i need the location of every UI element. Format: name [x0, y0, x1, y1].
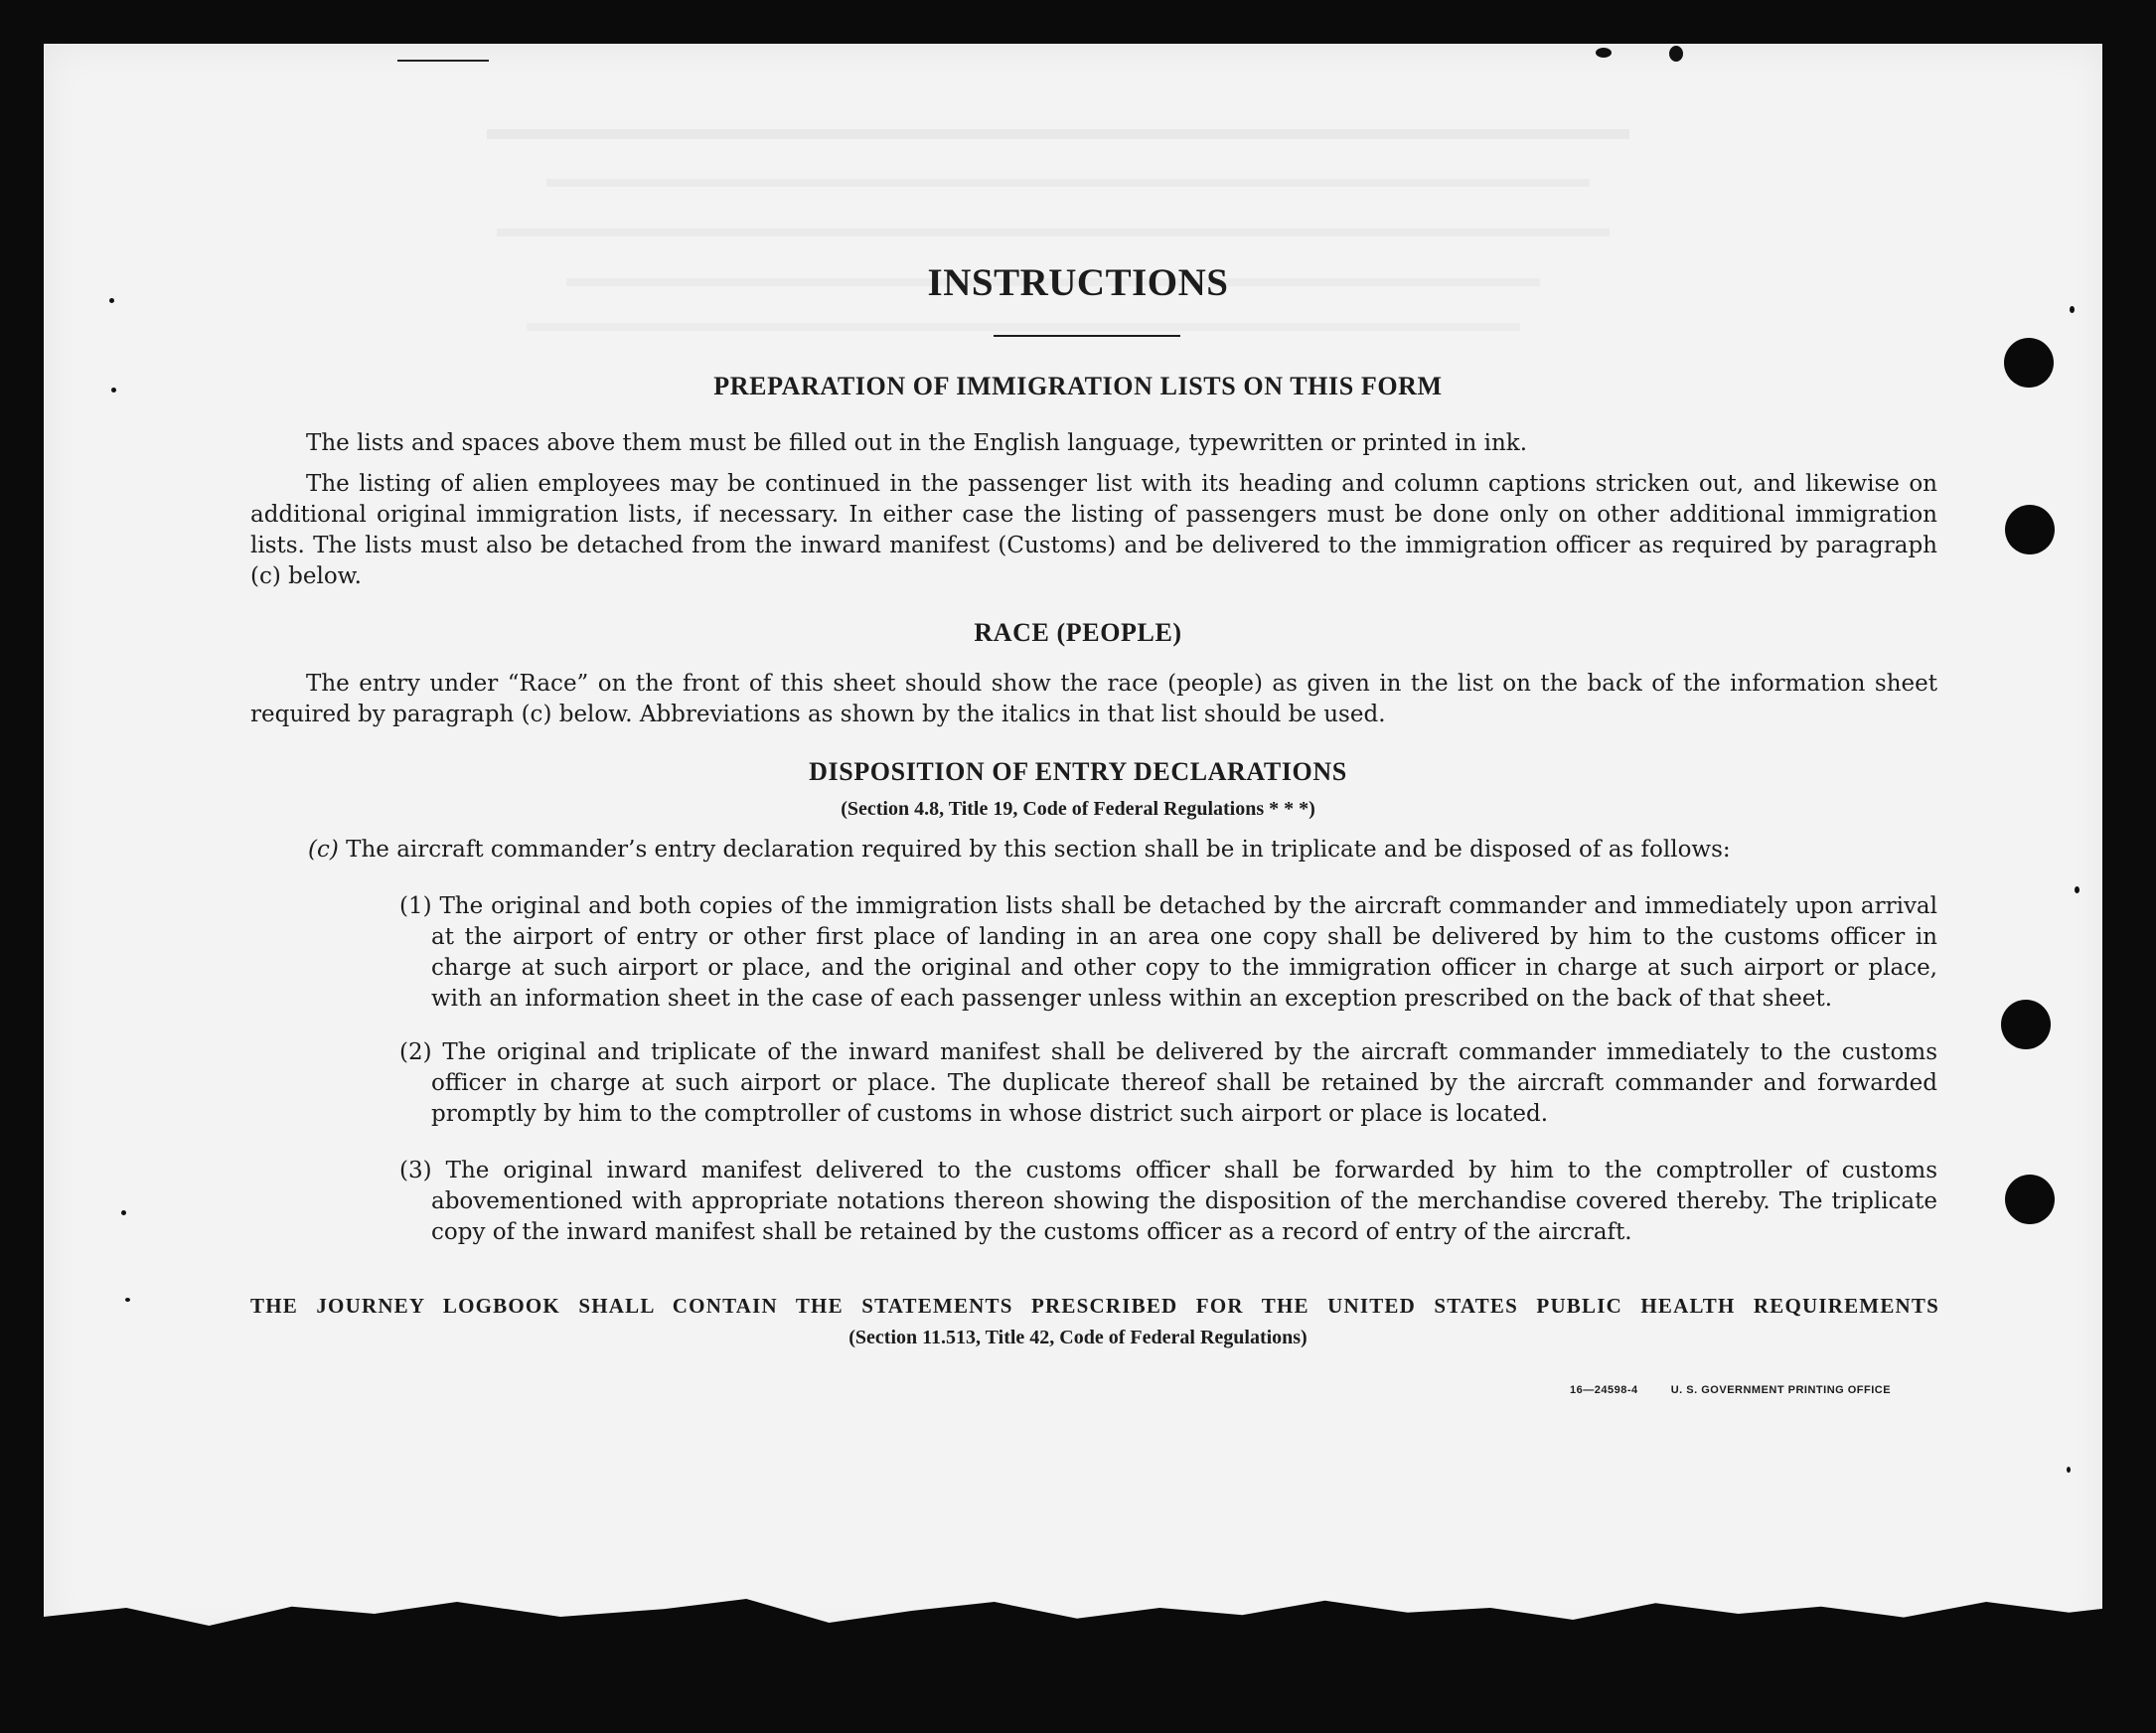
section-heading-race: RACE (PEOPLE) [974, 618, 1182, 647]
speck [1669, 46, 1683, 62]
disposition-item-1 [358, 891, 1937, 1015]
intro-text: The aircraft commander’s entry declaration required by this section shall be in triplicate and be disposed of as follows: [346, 837, 1731, 863]
section-heading-preparation: PREPARATION OF IMMIGRATION LISTS ON THIS FORM [713, 372, 1443, 400]
speck [121, 1210, 126, 1215]
preparation-paragraph-2: The listing of alien employees may be continued in the passenger list with its heading and column captions stricken out, and likewise on additional original immigration lists, if necessary. In either case the listing of passengers must be done only on other additional immigration lists. The lists must also be detached from the inward manifest (Customs) and be delivered to the immigration officer as required by paragraph (c) below. [250, 471, 1937, 589]
speck [2070, 306, 2075, 313]
pen-mark [397, 60, 489, 62]
punch-hole [2005, 505, 2055, 554]
speck [1596, 48, 1612, 58]
page-title: INSTRUCTIONS [927, 261, 1229, 304]
race-paragraph: The entry under “Race” on the front of this sheet should show the race (people) as given in the list on the back of the information sheet required by paragraph (c) below. Abbreviations as shown by the italics in that list should be used. [250, 671, 1937, 727]
disposition-intro [308, 835, 1937, 866]
printer-name: U. S. GOVERNMENT PRINTING OFFICE [1670, 1384, 1892, 1396]
speck [2075, 886, 2079, 893]
item-number: (2) [399, 1039, 432, 1065]
punch-hole [2001, 1000, 2051, 1049]
item-text: The original and triplicate of the inward manifest shall be delivered by the aircraft commander immediately to the customs officer in charge at such airport or place. The duplicate thereof shall be retained by the aircraft commander and forwarded promptly by him to the comptroller of customs in whose district such airport or place is located. [431, 1039, 1937, 1127]
title-underline [994, 335, 1180, 337]
form-number: 16—24598-4 [1570, 1384, 1638, 1396]
punch-hole [2005, 1175, 2055, 1224]
speck [2067, 1467, 2071, 1473]
disposition-item-3 [358, 1156, 1937, 1248]
speck [125, 1298, 130, 1302]
item-text: The original and both copies of the immigration lists shall be detached by the aircraft commander and immediately upon arrival at the airport of entry or other first place of landing in an area one copy shall be delivered by him to the customs officer in charge at such airport or place, and the original and other copy to the immigration officer in charge at such airport or place, with an information sheet in the case of each passenger unless within an exception prescribed on the back of that sheet. [431, 893, 1938, 1012]
intro-label: (c) [308, 837, 339, 863]
item-text: The original inward manifest delivered to the customs officer shall be forwarded by him to the comptroller of customs abovementioned with appropriate notations thereon showing the disposition of the merchandise covered thereby. The triplicate copy of the inward manifest shall be retained by the customs officer as a record of entry of the aircraft. [431, 1158, 1937, 1245]
section-heading-disposition: DISPOSITION OF ENTRY DECLARATIONS [809, 757, 1347, 786]
print-footer [1570, 1384, 1891, 1396]
bleed-through [487, 119, 1679, 348]
item-number: (3) [399, 1158, 432, 1183]
item-number: (1) [399, 893, 432, 919]
disposition-item-2 [358, 1037, 1937, 1130]
disposition-citation: (Section 4.8, Title 19, Code of Federal Regulations * * *) [841, 798, 1315, 820]
preparation-paragraph-1: The lists and spaces above them must be filled out in the English language, typewritten or printed in ink. [306, 430, 1528, 456]
public-health-statement: THE JOURNEY LOGBOOK SHALL CONTAIN THE STATEMENTS PRESCRIBED FOR THE UNITED STATES PUBLIC HEALTH REQUIREMENTS [250, 1294, 1939, 1318]
public-health-citation: (Section 11.513, Title 42, Code of Federal Regulations) [848, 1327, 1308, 1348]
